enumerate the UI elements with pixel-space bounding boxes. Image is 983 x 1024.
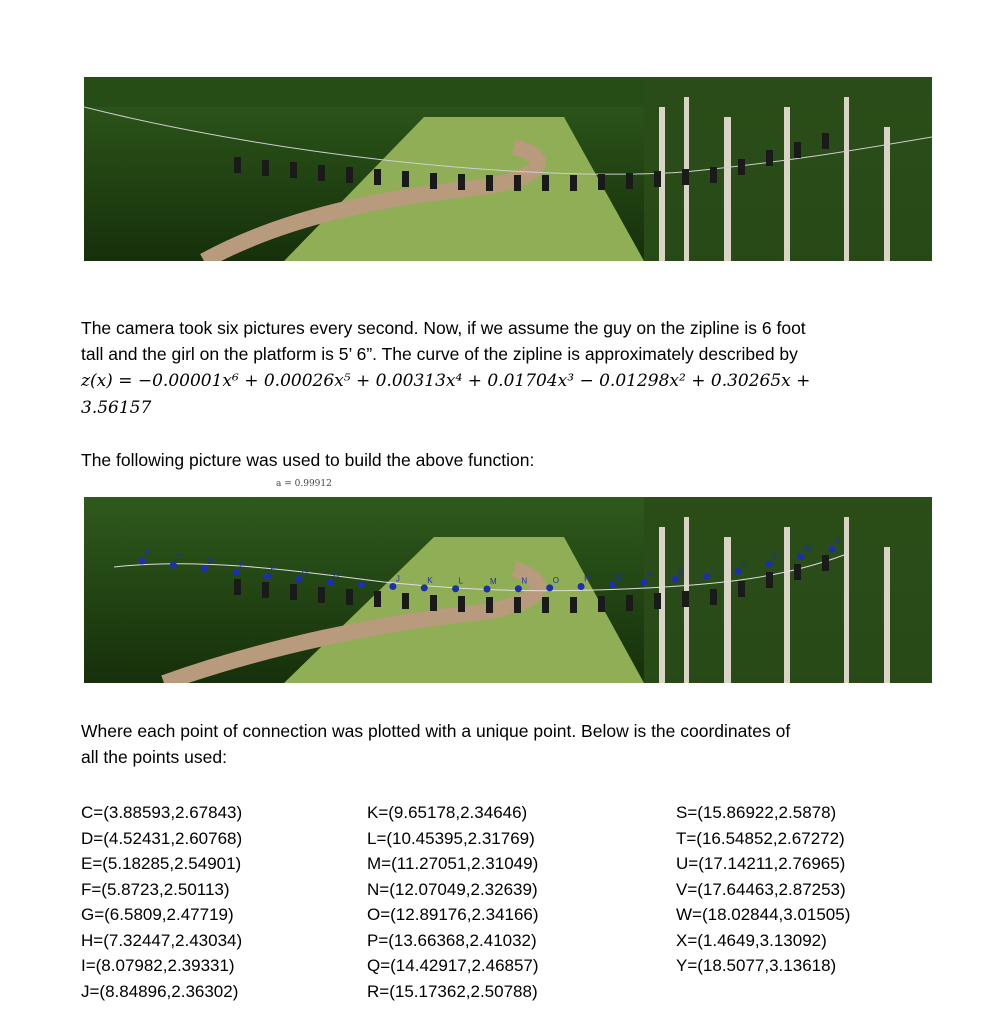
coordinate-item: T=(16.54852,2.67272)	[676, 828, 845, 848]
rider-figure	[234, 157, 241, 173]
intro-line-2: tall and the girl on the platform is 5’ 6”. The curve of the zipline is approximately described by	[81, 344, 798, 364]
zipline-plot-photo	[84, 497, 932, 683]
coordinate-item: I=(8.07982,2.39331)	[81, 956, 235, 975]
rider-figure	[682, 169, 689, 185]
plot-point	[484, 586, 491, 593]
rider-figure	[570, 597, 577, 613]
plot-point	[233, 569, 240, 576]
intro-paragraph	[81, 315, 921, 421]
plot-point-label: B	[145, 549, 151, 558]
coordinates-column-1	[81, 800, 242, 1004]
coordinate-item: Q=(14.42917,2.46857)	[367, 956, 539, 975]
plot-point-label: D	[207, 556, 214, 566]
plot-point	[797, 553, 804, 560]
zipline-formula-constant: 3.56157	[81, 398, 152, 418]
plot-point	[640, 579, 647, 586]
rider-figure	[710, 589, 717, 605]
plot-point-label: S	[678, 567, 684, 577]
plot-point-label: H	[333, 570, 339, 580]
rider-figure	[458, 596, 465, 612]
rider-figure	[598, 174, 605, 190]
coordinate-item: F=(5.8723,2.50113)	[81, 879, 230, 899]
rider-figure	[598, 596, 605, 612]
rider-figure	[458, 174, 465, 190]
plot-point	[295, 576, 302, 583]
rider-figure	[822, 555, 829, 571]
where-paragraph	[81, 718, 921, 770]
rider-figure	[318, 165, 325, 181]
rider-figure	[626, 173, 633, 189]
rider-figure	[346, 167, 353, 183]
rider-figure	[682, 591, 689, 607]
plot-point	[766, 561, 773, 568]
coordinate-item: K=(9.65178,2.34646)	[367, 803, 528, 822]
plot-point	[734, 568, 741, 575]
plot-point	[139, 558, 146, 565]
rider-figure	[570, 175, 577, 191]
rider-figure	[290, 162, 297, 178]
rider-figure	[542, 597, 549, 613]
rider-figure	[710, 167, 717, 183]
coordinate-item: D=(4.52431,2.60768)	[81, 828, 243, 848]
plot-point	[672, 576, 679, 583]
rider-figure	[374, 591, 381, 607]
coordinate-item: P=(13.66368,2.41032)	[367, 930, 537, 950]
rider-figure	[234, 579, 241, 595]
rider-figure	[626, 595, 633, 611]
plot-point-label: L	[458, 576, 464, 586]
plot-point-label: E	[239, 560, 245, 570]
rider-figure	[542, 175, 549, 191]
plot-point-label: T	[709, 564, 715, 574]
coordinate-item: G=(6.5809,2.47719)	[81, 905, 234, 924]
plot-point-label: G	[301, 567, 309, 577]
coordinate-item: X=(1.4649,3.13092)	[676, 930, 827, 950]
coordinate-item: V=(17.64463,2.87253)	[676, 879, 846, 899]
rider-figure	[402, 171, 409, 187]
plot-point-label: O	[552, 575, 559, 585]
rider-figure	[430, 173, 437, 189]
plot-point-label: W	[803, 544, 812, 554]
rider-figure	[654, 593, 661, 609]
coordinate-item: H=(7.32447,2.43034)	[81, 930, 243, 950]
rider-figure	[318, 587, 325, 603]
plot-point-label: C	[176, 552, 183, 562]
plot-point	[421, 584, 428, 591]
rider-figure	[402, 593, 409, 609]
plot-point	[546, 584, 553, 591]
intro-line-1: The camera took six pictures every second. Now, if we assume the guy on the zipline is 6 foot	[81, 318, 806, 338]
plot-point-label: V	[772, 552, 778, 562]
coordinate-item: S=(15.86922,2.5878)	[676, 803, 837, 822]
rider-figure	[794, 564, 801, 580]
coordinate-item: R=(15.17362,2.50788)	[367, 981, 538, 1001]
plot-point	[201, 565, 208, 572]
zipline-formula: z(x) = −0.00001x⁶ + 0.00026x⁵ + 0.00313x⁴ + 0.01704x³ − 0.01298x² + 0.30265x +	[81, 371, 811, 391]
rider-figure	[514, 597, 521, 613]
plot-point	[452, 585, 459, 592]
plot-point	[358, 581, 365, 588]
rider-figure	[290, 584, 297, 600]
coordinates-column-2	[367, 800, 539, 1004]
rider-figure	[766, 150, 773, 166]
plot-point-label: Q	[615, 572, 622, 582]
following-caption: The following picture was used to build the above function:	[81, 450, 535, 470]
rider-figure	[262, 582, 269, 598]
plot-point-label: R	[646, 570, 653, 580]
plot-point	[829, 546, 836, 553]
rider-figure	[822, 133, 829, 149]
coordinate-item: J=(8.84896,2.36302)	[81, 981, 239, 1001]
rider-figure	[738, 159, 745, 175]
coordinate-item: M=(11.27051,2.31049)	[367, 854, 539, 873]
plot-point-label: N	[521, 576, 528, 586]
rider-figure	[374, 169, 381, 185]
slider-value-label: a = 0.99912	[276, 479, 332, 489]
plot-point	[327, 579, 334, 586]
rider-figure	[766, 572, 773, 588]
plot-point	[170, 561, 177, 568]
plot-point-label: K	[427, 575, 433, 585]
rider-figure	[430, 595, 437, 611]
rider-figure	[486, 175, 493, 191]
coordinate-item: W=(18.02844,3.01505)	[676, 905, 851, 924]
coordinate-item: E=(5.18285,2.54901)	[81, 854, 242, 873]
rider-figure	[514, 175, 521, 191]
plot-point-label: U	[740, 559, 747, 569]
rider-figure	[262, 160, 269, 176]
where-line-1: Where each point of connection was plotted with a unique point. Below is the coordinates of	[81, 721, 791, 741]
rider-figure	[654, 171, 661, 187]
plot-point-label: F	[270, 564, 276, 574]
plot-point-label: I	[364, 572, 367, 582]
coordinate-item: U=(17.14211,2.76965)	[676, 854, 846, 873]
rider-figure	[738, 581, 745, 597]
plot-point	[389, 583, 396, 590]
plot-point-label: J	[395, 574, 400, 584]
coordinate-item: C=(3.88593,2.67843)	[81, 803, 243, 822]
plot-point-label: P	[584, 574, 590, 584]
plot-point-label: M	[490, 577, 497, 586]
plot-point-label: X	[835, 537, 841, 546]
coordinate-item: N=(12.07049,2.32639)	[367, 879, 538, 899]
plot-point	[703, 573, 710, 580]
plot-point	[609, 581, 616, 588]
coordinate-item: L=(10.45395,2.31769)	[367, 828, 535, 848]
coordinate-item: O=(12.89176,2.34166)	[367, 905, 539, 924]
plot-point	[578, 583, 585, 590]
coordinates-column-3	[676, 800, 850, 979]
zipline-photo	[84, 77, 932, 261]
plot-point	[264, 573, 271, 580]
rider-figure	[794, 142, 801, 158]
where-line-2: all the points used:	[81, 747, 227, 767]
rider-figure	[486, 597, 493, 613]
plot-point	[515, 585, 522, 592]
rider-figure	[346, 589, 353, 605]
coordinate-item: Y=(18.5077,3.13618)	[676, 956, 837, 975]
